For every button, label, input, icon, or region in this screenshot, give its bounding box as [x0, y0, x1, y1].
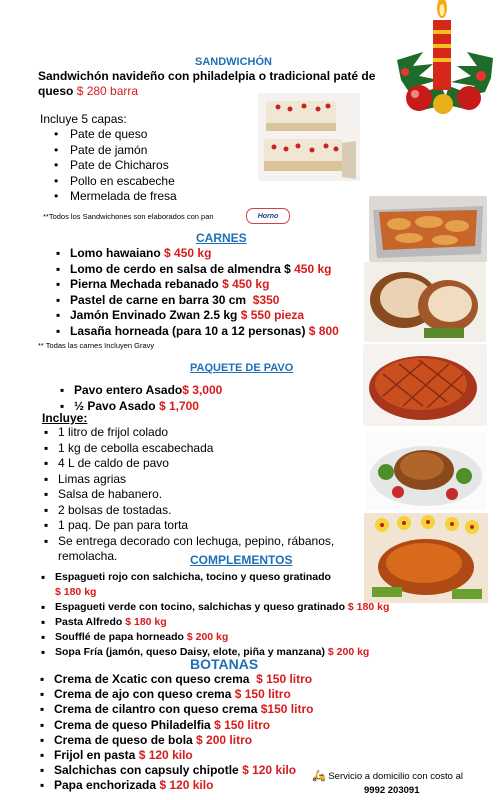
- layers-list: [70, 127, 177, 205]
- list-item: ▪ Crema de ajo con queso crema $ 150 litro: [54, 687, 313, 702]
- list-item: ▪ 1 litro de frijol colado: [58, 425, 334, 441]
- list-item: ▪ Frijol en pasta $ 120 kilo: [54, 748, 313, 763]
- section-title-sandwichon: SANDWICHÓN: [195, 56, 272, 68]
- list-item: ▪ Crema de queso Philadelfia $ 150 litro: [54, 718, 313, 733]
- botanas-list: [54, 672, 313, 794]
- list-item: ▪ 1 kg de cebolla escabechada: [58, 441, 334, 457]
- sandwichon-description: Sandwichón navideño con philadelpia o tradicional paté de queso $ 280 barra: [38, 69, 376, 98]
- christmas-candle-decoration: [393, 0, 497, 118]
- turkey-plate-photo: [366, 432, 486, 510]
- list-item: • Pate de jamón: [70, 143, 177, 159]
- list-item: ▪ Sopa Fría (jamón, queso Daisy, elote, piña y manzana) $ 200 kg: [55, 645, 389, 660]
- list-item: ▪ Salsa de habanero.: [58, 487, 334, 503]
- list-item: ▪ Pastel de carne en barra 30 cm $350: [70, 293, 339, 309]
- glazed-ham-photo: [363, 344, 487, 426]
- list-item: ▪ 1 paq. De pan para torta: [58, 518, 334, 534]
- complementos-list: [55, 570, 389, 660]
- lasagna-photo: [369, 196, 487, 262]
- list-item: ▪ Salchichas con capsuly chipotle $ 120 kilo: [54, 763, 313, 778]
- list-item: ▪ Espagueti verde con tocino, salchichas y queso gratinado $ 180 kg: [55, 600, 389, 615]
- list-item: ▪ Se entrega decorado con lechuga, pepino, rábanos,: [58, 534, 334, 550]
- pavo-list: [74, 383, 222, 414]
- sandwichon-price: $ 280 barra: [76, 84, 139, 98]
- sandwichon-photo: [258, 93, 360, 181]
- delivery-text: Servicio a domicilio con costo al: [328, 771, 463, 782]
- list-item: ▪ Pierna Mechada rebanado $ 450 kg: [70, 277, 339, 293]
- list-item: ▪ Papa enchorizada $ 120 kilo: [54, 778, 313, 793]
- pavo-includes-title: Incluye:: [42, 411, 88, 425]
- list-item: • Pate de queso: [70, 127, 177, 143]
- list-item-continuation: $ 180 kg: [55, 586, 97, 598]
- list-item: ▪ Pavo entero Asado$ 3,000: [74, 383, 222, 399]
- list-item: ▪ Crema de queso de bola $ 200 litro: [54, 733, 313, 748]
- list-item-continuation: remolacha.: [58, 549, 118, 563]
- carnes-note: ** Todas las carnes Incluyen Gravy: [38, 341, 155, 350]
- list-item: ▪ Jamón Envinado Zwan 2.5 kg $ 550 pieza: [70, 308, 339, 324]
- roast-meat-photo: [364, 262, 486, 342]
- list-item: ▪ Limas agrias: [58, 472, 334, 488]
- list-item: • Mermelada de fresa: [70, 189, 177, 205]
- list-item: ▪ Crema de cilantro con queso crema $150 litro: [54, 702, 313, 717]
- list-item: ▪ Lomo hawaiano $ 450 kg: [70, 246, 339, 262]
- scooter-icon: 🛵: [312, 770, 326, 782]
- horno-logo: Horno: [246, 208, 290, 224]
- list-item: ▪ Lasaña horneada (para 10 a 12 personas) $ 800: [70, 324, 339, 340]
- section-title-botanas: BOTANAS: [190, 656, 259, 672]
- delivery-phone: 9992 203091: [364, 785, 420, 796]
- list-item: ▪ ½ Pavo Asado $ 1,700: [74, 399, 222, 415]
- list-item: ▪ 2 bolsas de tostadas.: [58, 503, 334, 519]
- list-item: ▪ Lomo de cerdo en salsa de almendra $ 450 kg: [70, 262, 339, 278]
- carnes-list: [70, 246, 339, 339]
- list-item: • Pate de Chicharos: [70, 158, 177, 174]
- list-item: ▪ Pasta Alfredo $ 180 kg: [55, 615, 389, 630]
- layers-title: Incluye 5 capas:: [40, 112, 127, 126]
- section-title-pavo: PAQUETE DE PAVO: [190, 362, 294, 374]
- list-item: ▪ Soufflé de papa horneado $ 200 kg: [55, 630, 389, 645]
- section-title-carnes: CARNES: [196, 231, 247, 245]
- delivery-info: [312, 769, 492, 798]
- pavo-includes-list: [58, 425, 334, 565]
- list-item: • Pollo en escabeche: [70, 174, 177, 190]
- list-item: ▪ Crema de Xcatic con queso crema $ 150 litro: [54, 672, 313, 687]
- list-item: ▪ Espagueti rojo con salchicha, tocino y queso gratinado: [55, 570, 389, 585]
- list-item: ▪ 4 L de caldo de pavo: [58, 456, 334, 472]
- sandwichon-note: **Todos los Sandwichones son elaborados con pan: [43, 212, 214, 221]
- section-title-complementos: COMPLEMENTOS: [190, 553, 293, 567]
